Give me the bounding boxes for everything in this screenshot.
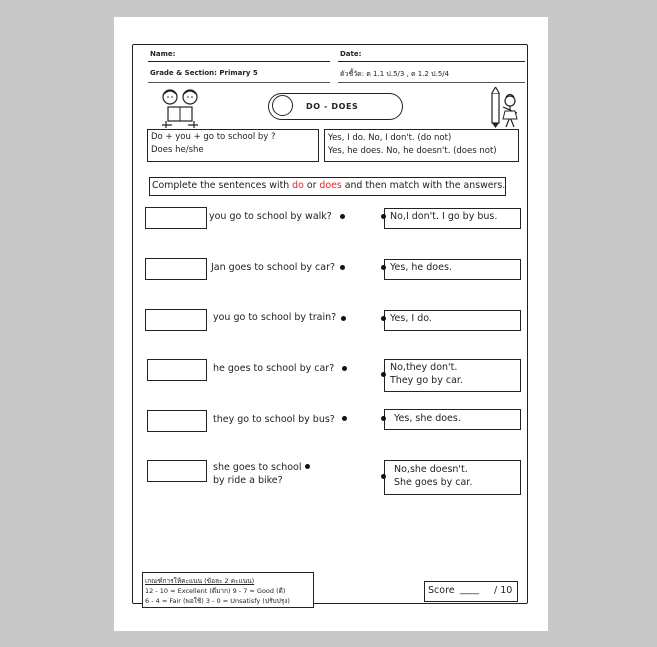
answer-blank-3[interactable] (145, 309, 207, 331)
question-2: Jan goes to school by car? (211, 262, 336, 273)
instruction-or: or (303, 180, 320, 191)
rubric-line1: 12 - 10 = Excellent (ดีมาก) 9 - 7 = Good (ดี) (145, 587, 286, 595)
score-label: Score (428, 585, 455, 596)
grammar-structure-line1: Do + you + go to school by ? (151, 132, 276, 142)
answer-option-6-line1: No,she doesn't. (394, 464, 468, 475)
answer-option-4-line1: No,they don't. (390, 362, 458, 373)
grammar-answers-line1: Yes, I do. No, I don't. (do not) (328, 133, 452, 143)
answer-dot-6[interactable] (381, 474, 386, 479)
grade-line (148, 82, 330, 83)
question-dot-3[interactable] (341, 316, 346, 321)
answer-option-1-text: No,I don't. I go by bus. (390, 211, 498, 222)
grammar-answers-line2: Yes, he does. No, he doesn't. (does not) (328, 146, 497, 156)
question-dot-6[interactable] (305, 464, 310, 469)
score-blank[interactable]: ____ (460, 584, 479, 595)
answer-dot-4[interactable] (381, 372, 386, 377)
indicator-line (338, 82, 525, 83)
answer-option-6-line2: She goes by car. (394, 477, 473, 488)
answer-dot-2[interactable] (381, 265, 386, 270)
answer-option-4-line2: They go by car. (390, 375, 463, 386)
question-6-line2: by ride a bike? (213, 475, 283, 486)
answer-dot-5[interactable] (381, 416, 386, 421)
answer-dot-1[interactable] (381, 214, 386, 219)
instruction-after: and then match with the answers. (341, 180, 506, 191)
answer-blank-6[interactable] (147, 460, 207, 482)
answer-blank-1[interactable] (145, 207, 207, 229)
instruction-before: Complete the sentences with (152, 180, 293, 191)
question-dot-2[interactable] (340, 265, 345, 270)
instruction-do: do (292, 180, 304, 191)
grade-label: Grade & Section: Primary 5 (150, 69, 258, 77)
instruction-text (152, 180, 505, 191)
question-5: they go to school by bus? (213, 414, 335, 425)
grammar-structure-line2: Does he/she (151, 145, 204, 155)
question-3: you go to school by train? (213, 312, 337, 323)
answer-dot-3[interactable] (381, 316, 386, 321)
pencil-kid-icon (486, 87, 522, 129)
name-label: Name: (150, 50, 176, 58)
score-total: / 10 (494, 585, 513, 596)
answer-blank-5[interactable] (147, 410, 207, 432)
date-line (338, 61, 525, 62)
question-4: he goes to school by car? (213, 363, 335, 374)
kids-reading-icon (158, 87, 204, 129)
page-title: DO - DOES (306, 102, 359, 111)
rubric-line2: 6 - 4 = Fair (พอใช้) 3 - 0 = Unsatisfy (ปรับปรุง) (145, 597, 290, 605)
answer-option-3-text: Yes, I do. (390, 313, 432, 324)
instruction-does: does (319, 180, 342, 191)
title-circle-icon (272, 95, 293, 116)
question-1: you go to school by walk? (209, 211, 332, 222)
answer-option-2-text: Yes, he does. (390, 262, 452, 273)
name-line (148, 61, 330, 62)
date-label: Date: (340, 50, 362, 58)
question-dot-4[interactable] (342, 366, 347, 371)
worksheet-page (114, 17, 548, 631)
question-6-line1: she goes to school (213, 462, 302, 473)
indicator-label: ตัวชี้วัด: ต 1.1 ป.5/3 , ต 1.2 ป.5/4 (340, 70, 450, 78)
question-dot-1[interactable] (340, 214, 345, 219)
answer-blank-4[interactable] (147, 359, 207, 381)
answer-option-5-text: Yes, she does. (394, 413, 461, 424)
rubric-title: เกณฑ์การให้คะแนน (ข้อละ 2 คะแนน) (145, 577, 255, 585)
question-dot-5[interactable] (342, 416, 347, 421)
answer-blank-2[interactable] (145, 258, 207, 280)
